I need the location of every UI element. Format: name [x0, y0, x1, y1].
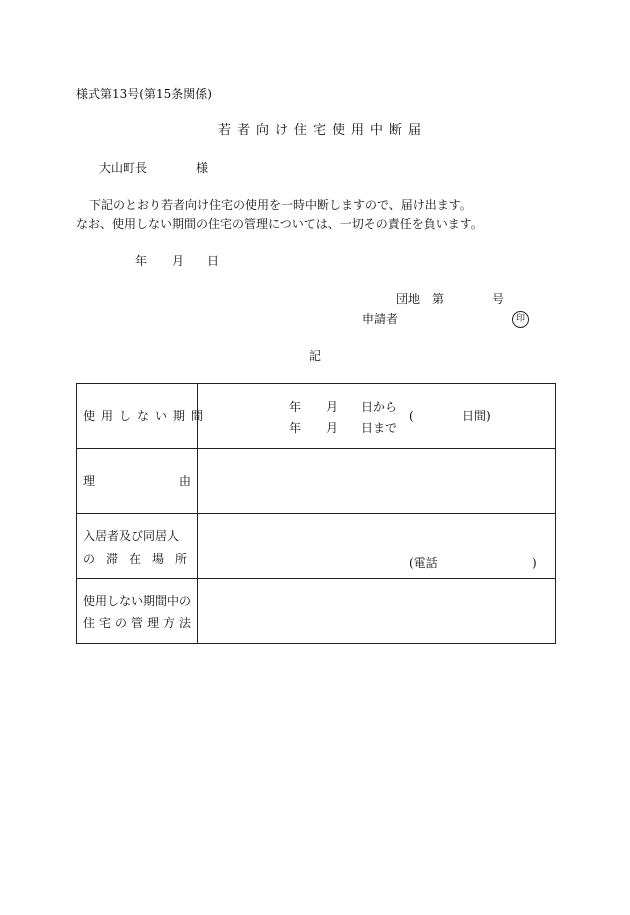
number-suffix-label: 号 [492, 292, 505, 306]
period-to-year: 年 [289, 421, 302, 435]
period-value-cell[interactable] [198, 384, 556, 449]
stay-value-cell[interactable] [198, 514, 556, 579]
stay-label-line-2: の滞在場所 [83, 552, 199, 566]
table-row-management [77, 579, 556, 644]
phone-open-label: (電話 [409, 556, 438, 570]
table-row-stay [77, 514, 556, 579]
ki-heading: 記 [309, 349, 322, 363]
period-to-day: 日まで [361, 421, 398, 435]
body-line-2: なお、使用しない期間の住宅の管理については、一切その責任を負います。 [76, 217, 483, 231]
period-label: 使用しない期間 [83, 409, 210, 423]
period-label-cell [77, 384, 210, 449]
date-year-label: 年 [135, 254, 148, 268]
applicant-label: 申請者 [362, 312, 399, 326]
table-row-period [77, 384, 556, 449]
days-close-label: 日間) [462, 409, 491, 423]
housing-complex-label: 団地 [396, 292, 421, 306]
reason-value-cell[interactable] [198, 449, 556, 514]
date-day-label: 日 [207, 254, 220, 268]
reason-label-cell [77, 449, 198, 514]
reason-label-first: 理 [83, 474, 96, 488]
days-open-paren: ( [409, 409, 414, 423]
reason-label-second: 由 [179, 474, 192, 488]
stay-label-line-1: 入居者及び同居人 [83, 529, 180, 543]
application-table [76, 383, 556, 644]
date-month-label: 月 [172, 254, 185, 268]
period-to-month: 月 [326, 421, 339, 435]
stay-label-cell [77, 514, 198, 579]
seal-mark-icon [512, 311, 529, 328]
period-from-day: 日から [361, 400, 398, 414]
addressee-name: 大山町長 [99, 161, 148, 175]
page-title: 若者向け住宅使用中断届 [218, 123, 428, 138]
addressee-honorific: 様 [196, 161, 209, 175]
form-number: 様式第13号(第15条関係) [76, 87, 212, 101]
phone-close-paren: ) [532, 556, 537, 570]
body-line-1: 下記のとおり若者向け住宅の使用を一時中断しますので、届け出ます。 [89, 198, 472, 212]
mgmt-label-line-2: 住宅の管理方法 [83, 616, 196, 630]
period-from-year: 年 [289, 400, 302, 414]
seal-label: 印 [512, 311, 529, 328]
number-prefix-label: 第 [432, 292, 445, 306]
mgmt-value-cell[interactable] [198, 579, 556, 644]
table-row-reason [77, 449, 556, 514]
mgmt-label-cell [77, 579, 198, 644]
period-from-month: 月 [326, 400, 339, 414]
mgmt-label-line-1: 使用しない期間中の [83, 594, 192, 608]
